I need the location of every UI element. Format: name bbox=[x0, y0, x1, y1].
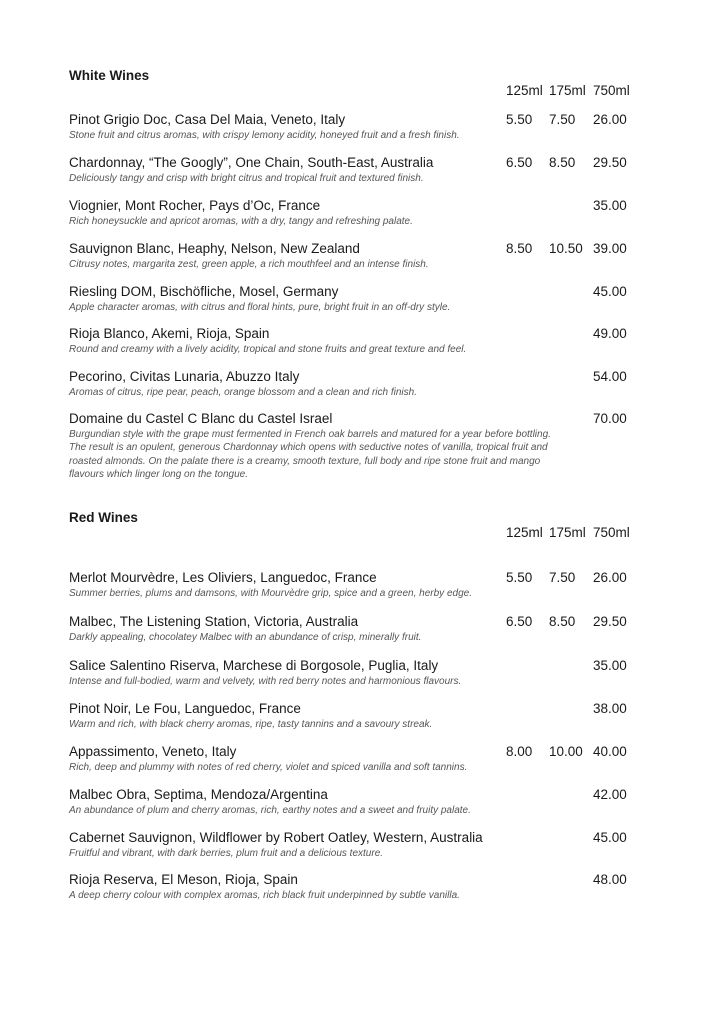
wine-item bbox=[69, 112, 639, 142]
price-750ml: 26.00 bbox=[593, 570, 627, 585]
wine-item bbox=[69, 326, 639, 356]
wine-description: Deliciously tangy and crisp with bright citrus and tropical fruit and textured finish. bbox=[69, 173, 424, 184]
wine-description: Apple character aromas, with citrus and floral hints, pure, bright fruit in an off-dry style. bbox=[69, 302, 451, 313]
price-750ml: 48.00 bbox=[593, 872, 627, 887]
price-125ml: 8.50 bbox=[506, 241, 533, 256]
wine-name: Rioja Reserva, El Meson, Rioja, Spain bbox=[69, 872, 298, 887]
red-wines-section bbox=[69, 510, 639, 910]
price-750ml: 40.00 bbox=[593, 744, 627, 759]
price-750ml: 38.00 bbox=[593, 701, 627, 716]
wine-item bbox=[69, 198, 639, 228]
wine-description: Fruitful and vibrant, with dark berries, plum fruit and a delicious texture. bbox=[69, 848, 384, 859]
wine-description: A deep cherry colour with complex aromas, rich black fruit underpinned by subtle vanilla. bbox=[69, 890, 460, 901]
wine-name: Merlot Mourvèdre, Les Oliviers, Languedoc, France bbox=[69, 570, 377, 585]
price-750ml: 54.00 bbox=[593, 369, 627, 384]
wine-item bbox=[69, 411, 639, 481]
wine-name: Malbec, The Listening Station, Victoria, Australia bbox=[69, 614, 359, 629]
wine-description: Rich, deep and plummy with notes of red cherry, violet and spiced vanilla and soft tannins. bbox=[69, 762, 468, 773]
col-175ml: 175ml bbox=[549, 83, 586, 98]
wine-description: Round and creamy with a lively acidity, tropical and stone fruits and great texture and feel. bbox=[69, 344, 467, 355]
price-750ml: 35.00 bbox=[593, 658, 627, 673]
price-125ml: 8.00 bbox=[506, 744, 533, 759]
wine-description: Darkly appealing, chocolatey Malbec with an abundance of crisp, minerally fruit. bbox=[69, 632, 422, 643]
wine-description: Rich honeysuckle and apricot aromas, with a dry, tangy and refreshing palate. bbox=[69, 216, 413, 227]
wine-name: Cabernet Sauvignon, Wildflower by Robert Oatley, Western, Australia bbox=[69, 830, 483, 845]
price-750ml: 70.00 bbox=[593, 411, 627, 426]
wine-item bbox=[69, 701, 639, 731]
wine-item bbox=[69, 241, 639, 271]
wine-name: Chardonnay, “The Googly”, One Chain, South-East, Australia bbox=[69, 155, 434, 170]
price-175ml: 7.50 bbox=[549, 112, 576, 127]
wine-name: Viognier, Mont Rocher, Pays d’Oc, France bbox=[69, 198, 321, 213]
wine-description: Intense and full-bodied, warm and velvety, with red berry notes and harmonious flavours. bbox=[69, 676, 462, 687]
price-125ml: 5.50 bbox=[506, 112, 533, 127]
wine-name: Domaine du Castel C Blanc du Castel Israel bbox=[69, 411, 333, 426]
price-750ml: 42.00 bbox=[593, 787, 627, 802]
wine-item bbox=[69, 658, 639, 688]
wine-item bbox=[69, 744, 639, 774]
price-175ml: 10.50 bbox=[549, 241, 583, 256]
wine-name: Pinot Grigio Doc, Casa Del Maia, Veneto, Italy bbox=[69, 112, 346, 127]
col-750ml: 750ml bbox=[593, 525, 630, 540]
price-750ml: 29.50 bbox=[593, 614, 627, 629]
wine-item bbox=[69, 570, 639, 600]
wine-description: Aromas of citrus, ripe pear, peach, orange blossom and a clean and rich finish. bbox=[69, 387, 417, 398]
wine-description: Warm and rich, with black cherry aromas, ripe, tasty tannins and a savoury streak. bbox=[69, 719, 433, 730]
wine-description: Citrusy notes, margarita zest, green apple, a rich mouthfeel and an intense finish. bbox=[69, 259, 429, 270]
wine-item bbox=[69, 830, 639, 860]
wine-description: Stone fruit and citrus aromas, with crispy lemony acidity, honeyed fruit and a fresh finish. bbox=[69, 130, 460, 141]
wine-description: Summer berries, plums and damsons, with Mourvèdre grip, spice and a green, herby edge. bbox=[69, 588, 472, 599]
wine-name: Sauvignon Blanc, Heaphy, Nelson, New Zealand bbox=[69, 241, 360, 256]
wine-item bbox=[69, 369, 639, 399]
wine-name: Riesling DOM, Bischöfliche, Mosel, Germany bbox=[69, 284, 339, 299]
price-750ml: 29.50 bbox=[593, 155, 627, 170]
price-750ml: 26.00 bbox=[593, 112, 627, 127]
wine-description: Burgundian style with the grape must fermented in French oak barrels and matured for a year before bottling. The result is an opulent, generous Chardonnay which opens with seductive notes of vanilla, tropical fruit and roasted almonds. On the palate there is a creamy, smooth texture, full body and ripe stone fruit and mango flavours which linger long on the tongue. bbox=[69, 429, 551, 480]
wine-item bbox=[69, 787, 639, 817]
wine-name: Pecorino, Civitas Lunaria, Abuzzo Italy bbox=[69, 369, 300, 384]
price-175ml: 7.50 bbox=[549, 570, 576, 585]
wine-item bbox=[69, 872, 639, 902]
price-750ml: 45.00 bbox=[593, 284, 627, 299]
red-wines-title: Red Wines bbox=[69, 510, 138, 525]
wine-name: Salice Salentino Riserva, Marchese di Borgosole, Puglia, Italy bbox=[69, 658, 439, 673]
wine-name: Pinot Noir, Le Fou, Languedoc, France bbox=[69, 701, 301, 716]
col-125ml: 125ml bbox=[506, 83, 543, 98]
wine-item bbox=[69, 155, 639, 185]
price-175ml: 8.50 bbox=[549, 614, 576, 629]
price-750ml: 49.00 bbox=[593, 326, 627, 341]
white-wines-section bbox=[69, 68, 639, 488]
wine-item bbox=[69, 284, 639, 314]
col-175ml: 175ml bbox=[549, 525, 586, 540]
price-750ml: 35.00 bbox=[593, 198, 627, 213]
wine-item bbox=[69, 614, 639, 644]
wine-name: Rioja Blanco, Akemi, Rioja, Spain bbox=[69, 326, 270, 341]
price-750ml: 39.00 bbox=[593, 241, 627, 256]
col-750ml: 750ml bbox=[593, 83, 630, 98]
price-125ml: 5.50 bbox=[506, 570, 533, 585]
price-125ml: 6.50 bbox=[506, 614, 533, 629]
price-750ml: 45.00 bbox=[593, 830, 627, 845]
wine-description: An abundance of plum and cherry aromas, rich, earthy notes and a sweet and fruity palate. bbox=[69, 805, 471, 816]
wine-name: Appassimento, Veneto, Italy bbox=[69, 744, 237, 759]
col-125ml: 125ml bbox=[506, 525, 543, 540]
price-175ml: 10.00 bbox=[549, 744, 583, 759]
wine-name: Malbec Obra, Septima, Mendoza/Argentina bbox=[69, 787, 328, 802]
price-175ml: 8.50 bbox=[549, 155, 576, 170]
price-125ml: 6.50 bbox=[506, 155, 533, 170]
white-wines-title: White Wines bbox=[69, 68, 150, 83]
